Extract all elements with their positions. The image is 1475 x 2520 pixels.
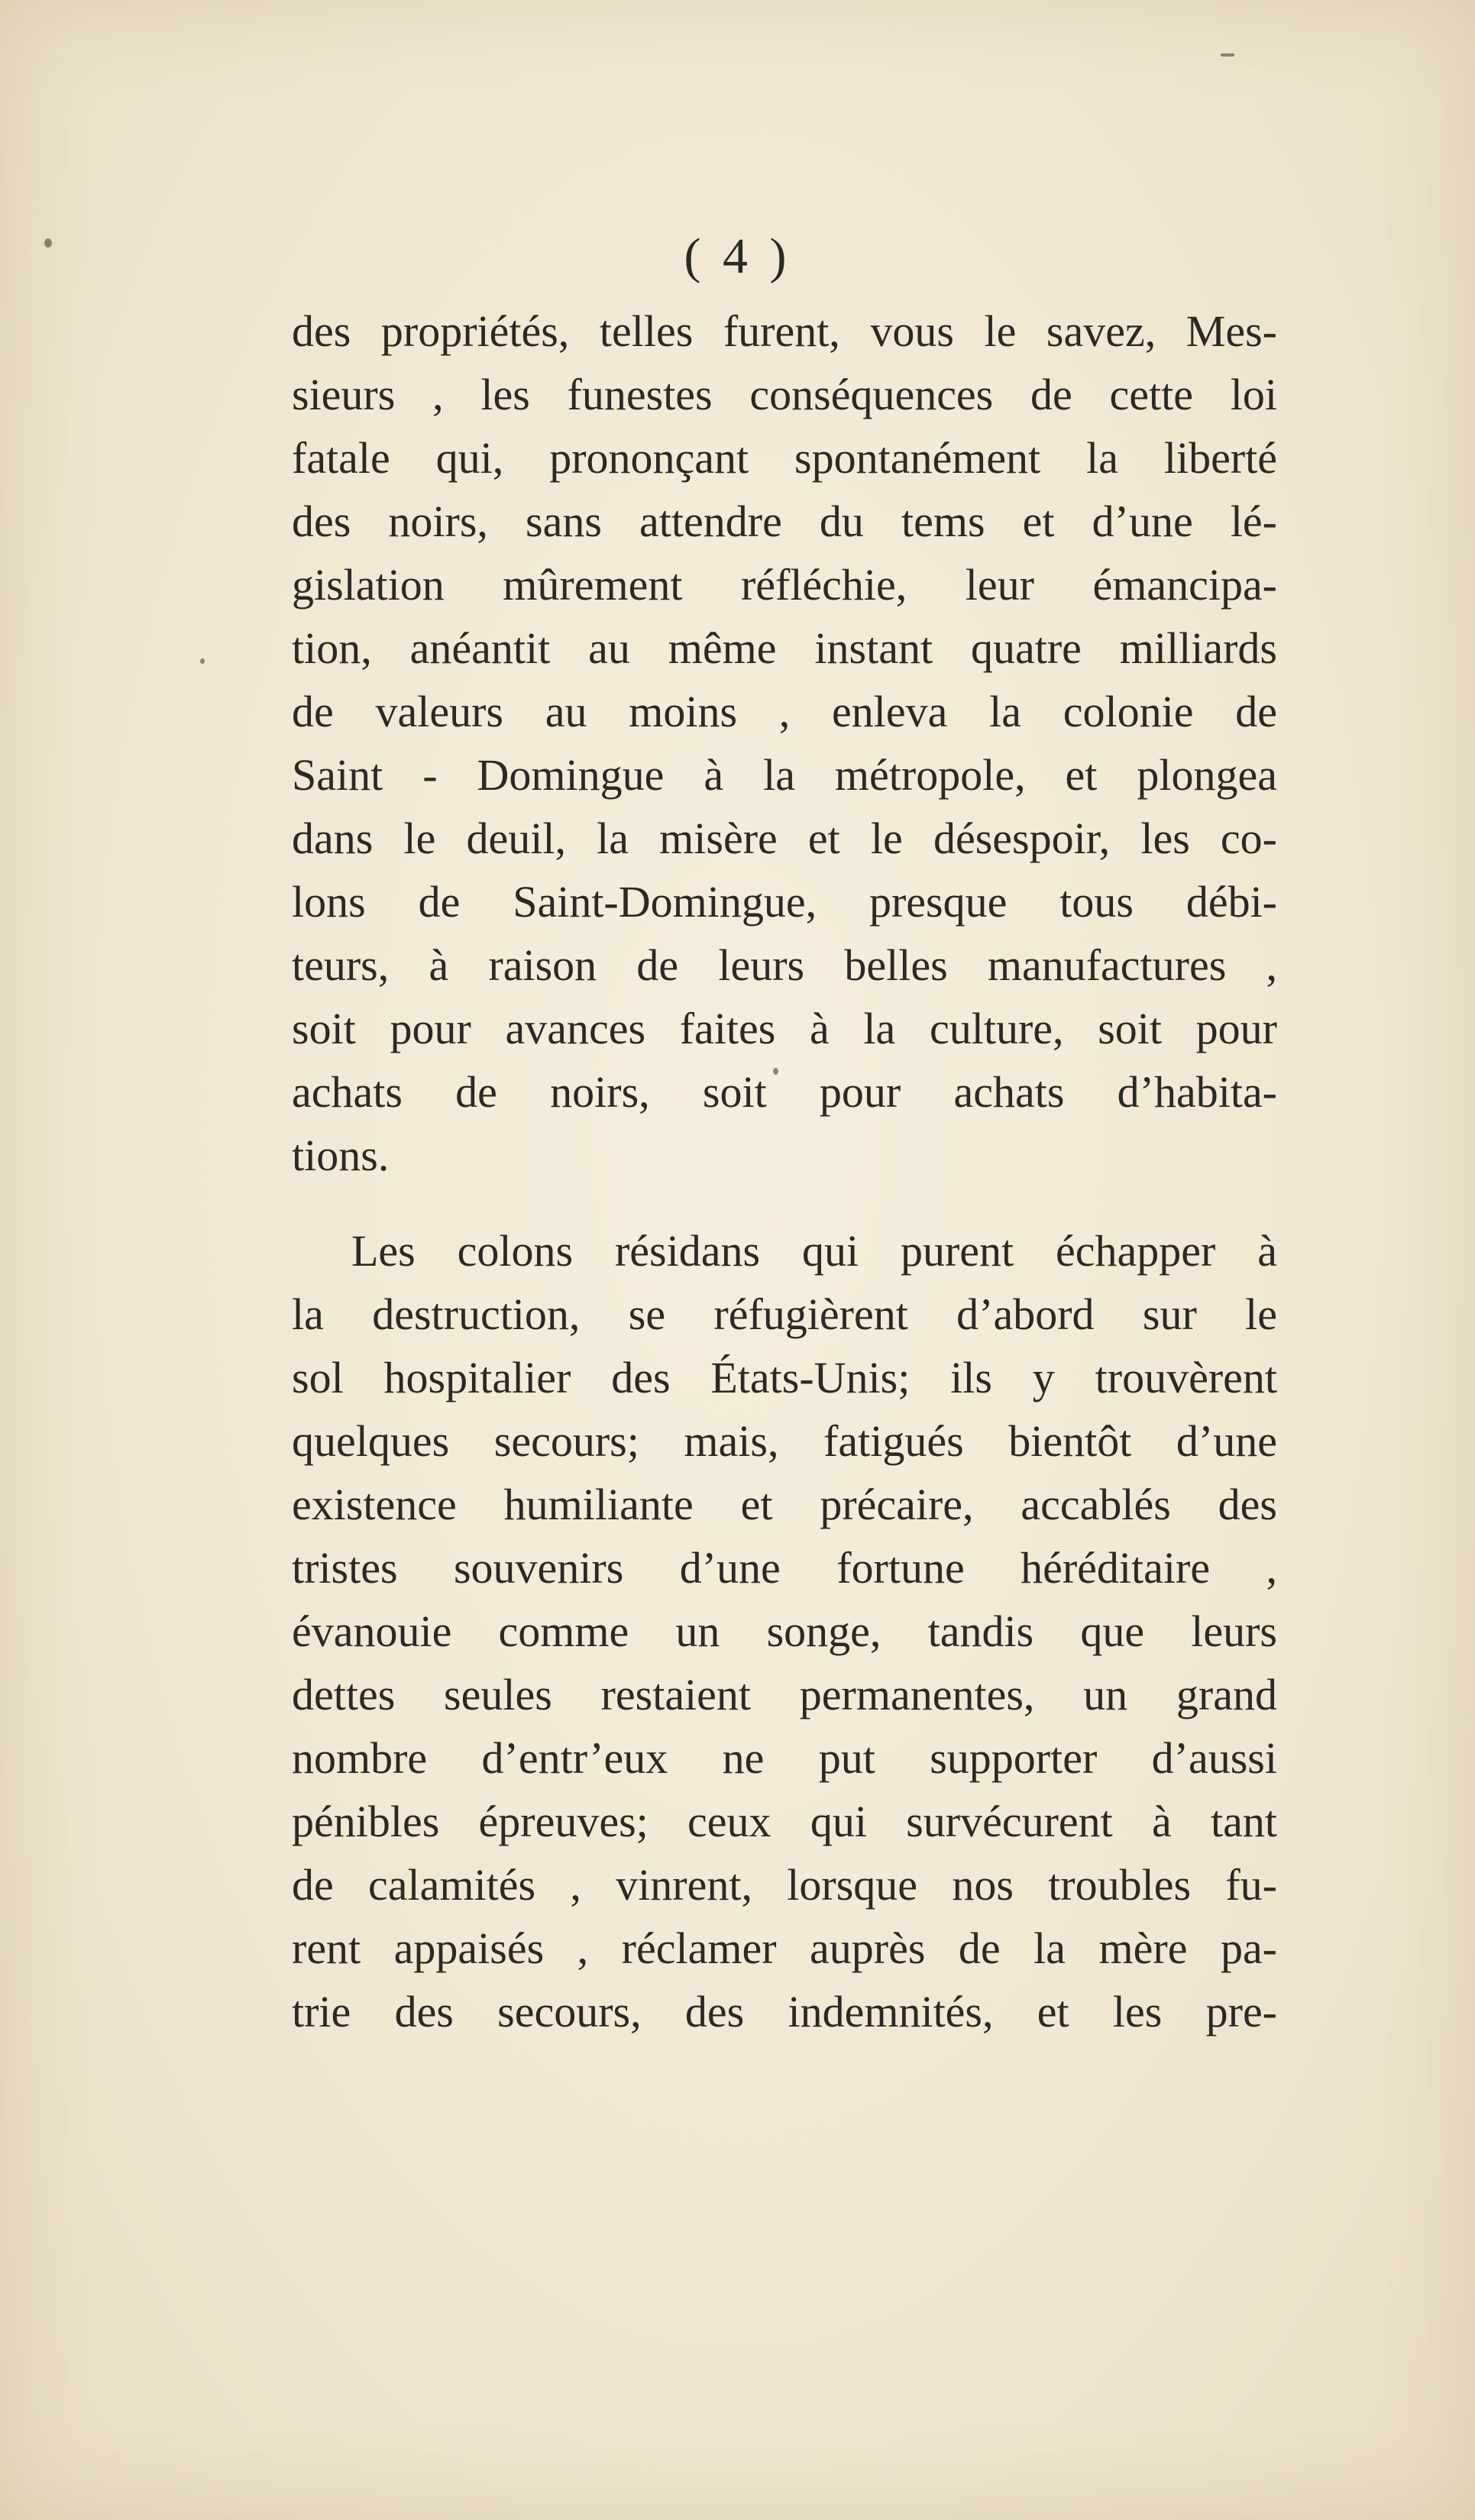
text-line: pénibles épreuves; ceux qui survécurent à tant [292, 1797, 1277, 1846]
text-line: la destruction, se réfugièrent d’abord sur le [292, 1289, 1277, 1339]
text-line: existence humiliante et précaire, accablés des [292, 1480, 1277, 1529]
body-text [292, 299, 1277, 2043]
text-line: sieurs , les funestes conséquences de cette loi [292, 370, 1277, 419]
paragraph-1 [292, 299, 1277, 1187]
text-line: teurs, à raison de leurs belles manufactures , [292, 940, 1277, 990]
text-line: nombre d’entr’eux ne put supporter d’aussi [292, 1733, 1277, 1783]
text-line: rent appaisés , réclamer auprès de la mère pa- [292, 1923, 1277, 1973]
paper-speck [200, 658, 205, 664]
text-line: tions. [292, 1131, 390, 1180]
text-line: soit pour avances faites à la culture, soit pour [292, 1004, 1277, 1053]
page-number: ( 4 ) [684, 228, 791, 284]
text-line: lons de Saint-Domingue, presque tous débi- [292, 877, 1277, 927]
text-line: Saint - Domingue à la métropole, et plongea [292, 750, 1277, 800]
paper-speck [1221, 53, 1234, 57]
text-line: tion, anéantit au même instant quatre milliards [292, 623, 1277, 673]
text-line: dans le deuil, la misère et le désespoir, les co- [292, 814, 1277, 863]
text-line: des propriétés, telles furent, vous le savez, Mes- [292, 306, 1277, 356]
paragraph-2 [292, 1219, 1277, 2043]
text-line: trie des secours, des indemnités, et les pre- [292, 1987, 1277, 2036]
text-line: dettes seules restaient permanentes, un grand [292, 1670, 1277, 1719]
text-line: quelques secours; mais, fatigués bientôt d’une [292, 1416, 1277, 1466]
text-line: gislation mûrement réfléchie, leur émancipa- [292, 560, 1277, 610]
text-line: des noirs, sans attendre du tems et d’une lé- [292, 497, 1277, 546]
text-line: de calamités , vinrent, lorsque nos troubles fu- [292, 1860, 1277, 1910]
text-line: de valeurs au moins , enleva la colonie de [292, 687, 1277, 736]
text-line: fatale qui, prononçant spontanément la liberté [292, 433, 1277, 483]
text-line: Les colons résidans qui purent échapper à [351, 1226, 1277, 1276]
text-line: évanouie comme un songe, tandis que leurs [292, 1606, 1277, 1656]
text-line: tristes souvenirs d’une fortune héréditaire , [292, 1543, 1277, 1593]
text-line: sol hospitalier des États-Unis; ils y trouvèrent [292, 1353, 1277, 1402]
paragraph-spacer [292, 1187, 1277, 1219]
text-line: achats de noirs, soit pour achats d’habita- [292, 1067, 1277, 1117]
